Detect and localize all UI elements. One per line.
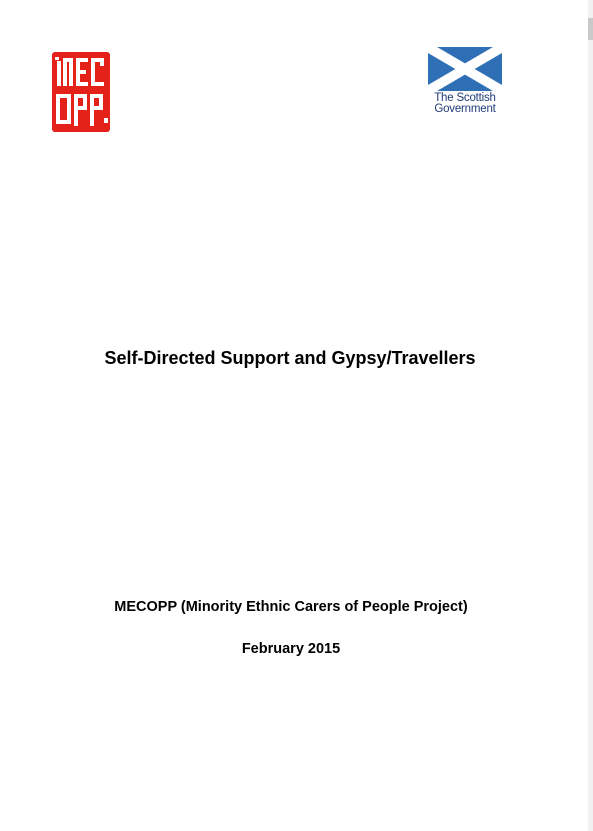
saltire-flag-icon — [428, 47, 502, 91]
scrollbar-thumb[interactable] — [588, 18, 593, 40]
scot-line-2: Government — [434, 103, 496, 115]
scot-line-1: The Scottish — [434, 92, 496, 104]
organisation-name: MECOPP (Minority Ethnic Carers of People Project) — [114, 599, 468, 615]
publication-date: February 2015 — [241, 641, 341, 657]
mecopp-logo — [52, 52, 110, 132]
scottish-government-logo — [425, 47, 505, 121]
vertical-scrollbar[interactable] — [588, 0, 593, 831]
document-title: Self-Directed Support and Gypsy/Travellers — [104, 348, 476, 368]
scottish-government-wordmark — [425, 93, 505, 115]
